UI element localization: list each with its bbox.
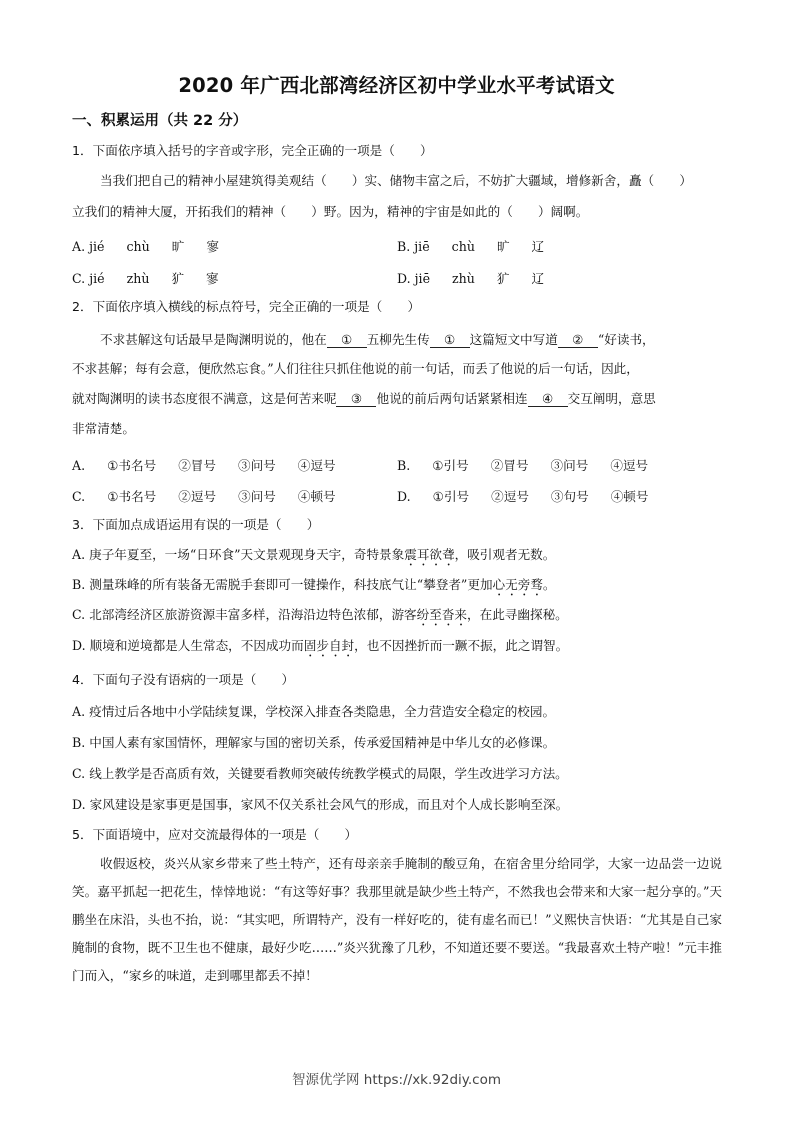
- q2-passage-line-2: 不求甚解；每有会意，便欣然忘食。”人们往往只抓住他说的前一句话，而丢了他说的后一句话，因此，: [72, 361, 639, 376]
- blank-2: ②: [558, 333, 598, 348]
- idiom-a: 震耳欲聋: [404, 547, 455, 562]
- q4-option-b[interactable]: B. 中国人素有家国情怀，理解家与国的密切关系，传承爱国精神是中华儿女的必修课。: [72, 735, 556, 750]
- q1-passage-line-2: 立我们的精神大厦，开拓我们的精神（ ）野。因为，精神的宇宙是如此的（ ）阔啊。: [72, 204, 589, 219]
- q1-option-b[interactable]: B. jiē chù 旷 辽: [397, 239, 545, 254]
- idiom-c: 纷至沓来: [416, 607, 468, 622]
- section-heading: 一、积累运用（共 22 分）: [72, 113, 248, 129]
- q2-stem: 2．下面依序填入横线的标点符号，完全正确的一项是（ ）: [72, 299, 421, 314]
- idiom-d: 固步自封: [303, 638, 355, 653]
- idiom-b: 心无旁骛: [492, 577, 543, 592]
- q2-option-a[interactable]: A. ①书名号 ②冒号 ③问号 ④逗号: [72, 458, 336, 473]
- blank-1b: ①: [430, 333, 470, 348]
- q5-passage: 收假返校，炎兴从家乡带来了些土特产，还有母亲亲手腌制的酸豆角，在宿舍里分给同学，大家一边品尝一边说笑。嘉平抓起一把花生，悻悻地说：“有这等好事？我那里就是缺少些土特产，不然我也会带来和大家一起分享的。”天鹏坐在床沿，头也不抬，说：“其实吧，所谓特产，没有一样好吃的，徒有虚名而已！”义熙快言快语：“尤其是自己家腌制的食物，既不卫生也不健康，最好少吃……”炎兴犹豫了几秒，不知道还要不要送。“我最喜欢土特产啦！”元丰推门而入，“家乡的味道，走到哪里都丢不掉！: [72, 856, 722, 983]
- q1-option-d[interactable]: D. jiē zhù 犷 辽: [397, 271, 545, 286]
- q2-option-d[interactable]: D. ①引号 ②逗号 ③句号 ④顿号: [397, 489, 649, 504]
- q1-option-a[interactable]: A. jié chù 旷 寥: [72, 239, 219, 254]
- q2-passage-line-3: 就对陶渊明的读书态度很不满意，这是何苦来呢 ③ 他说的前后两句话紧紧相连 ④ 交互阐明，意思: [72, 391, 656, 406]
- q3-option-c[interactable]: C. 北部湾经济区旅游资源丰富多样，沿海沿边特色浓郁，游客纷至沓来，在此寻幽探秘。: [72, 607, 568, 622]
- q3-option-a[interactable]: A. 庚子年夏至，一场“日环食”天文景观现身天宇，奇特景象震耳欲聋，吸引观者无数。: [72, 547, 556, 562]
- q1-option-c[interactable]: C. jié zhù 犷 寥: [72, 271, 219, 286]
- q2-option-b[interactable]: B. ①引号 ②冒号 ③问号 ④逗号: [397, 458, 649, 473]
- q4-option-a[interactable]: A. 疫情过后各地中小学陆续复课，学校深入排查各类隐患，全力营造安全稳定的校园。: [72, 704, 556, 719]
- q3-stem: 3．下面加点成语运用有误的一项是（ ）: [72, 517, 320, 532]
- q2-option-c[interactable]: C. ①书名号 ②逗号 ③问号 ④顿号: [72, 489, 336, 504]
- blank-3: ③: [336, 392, 376, 407]
- q3-option-d[interactable]: D. 顺境和逆境都是人生常态，不因成功而固步自封，也不因挫折而一蹶不振，此之谓智。: [72, 638, 569, 653]
- q4-option-d[interactable]: D. 家风建设是家事更是国事，家风不仅关系社会风气的形成，而且对个人成长影响至深。: [72, 797, 569, 812]
- q2-passage-line-4: 非常清楚。: [72, 421, 135, 436]
- q4-option-c[interactable]: C. 线上教学是否高质有效，关键要看教师突破传统教学模式的局限，学生改进学习方法。: [72, 766, 568, 781]
- watermark-footer: 智源优学网 https://xk.92diy.com: [292, 1072, 501, 1088]
- q5-stem: 5．下面语境中，应对交流最得体的一项是（ ）: [72, 827, 358, 842]
- q2-passage-line-1: 不求甚解这句话最早是陶渊明说的，他在 ① 五柳先生传 ① 这篇短文中写道 ② “好读书，: [100, 332, 655, 347]
- blank-1: ①: [327, 333, 367, 348]
- exam-title: 2020 年广西北部湾经济区初中学业水平考试语文: [178, 74, 615, 97]
- q4-stem: 4．下面句子没有语病的一项是（ ）: [72, 672, 295, 687]
- q3-option-b[interactable]: B. 测量珠峰的所有装备无需脱手套即可一键操作，科技底气让“攀登者”更加心无旁骛。: [72, 577, 556, 592]
- q1-passage-line-1: 当我们把自己的精神小屋建筑得美观结（ ）实、储物丰富之后，不妨扩大疆域，增修新舍，矗（ ）: [100, 173, 692, 188]
- blank-4: ④: [528, 392, 568, 407]
- q1-stem: 1．下面依序填入括号的字音或字形，完全正确的一项是（ ）: [72, 143, 433, 158]
